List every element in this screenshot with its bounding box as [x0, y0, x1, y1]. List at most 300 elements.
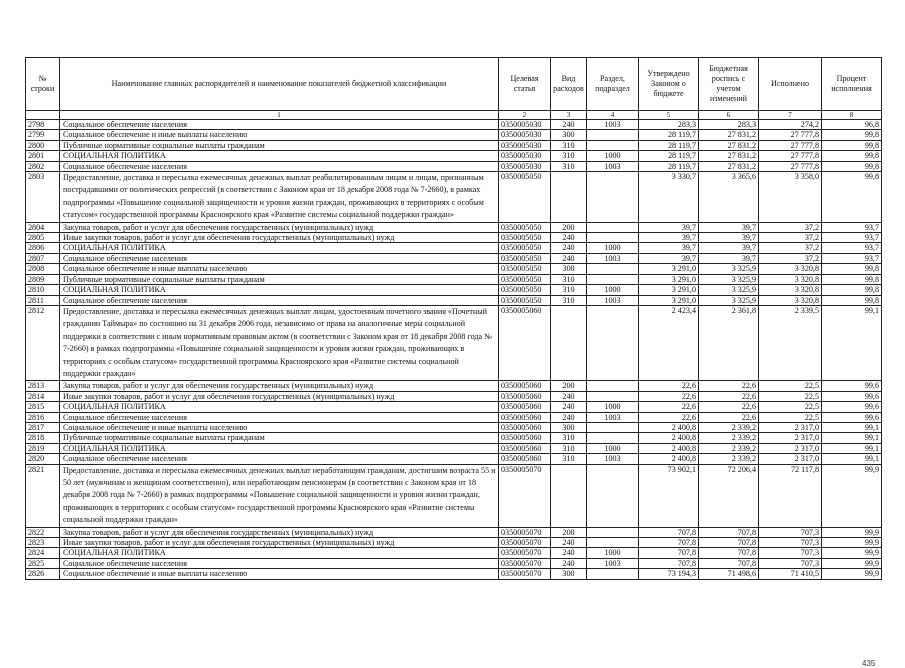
row-name: Публичные нормативные социальные выплаты гражданам — [60, 433, 499, 443]
row-number: 2823 — [26, 538, 60, 548]
row-percent: 99,6 — [822, 381, 882, 391]
col-number: 4 — [587, 111, 639, 120]
row-percent: 99,9 — [822, 548, 882, 558]
table-row — [26, 558, 882, 568]
row-budget-list: 27 831,2 — [699, 140, 759, 150]
row-budget-list: 71 498,6 — [699, 569, 759, 579]
row-percent: 99,9 — [822, 538, 882, 548]
row-name: Предоставление, доставка и пересылка ежемесячных денежных выплат неработающим гражданам, достигшим возраста 55 и 50 лет (мужчинам и женщинам соответственно), или неработающим пенсионерам (в соответствии с Законом края от 18 декабря 2008 года № 7-2660) в рамках подпрограммы «Повышение социальной защищенности и уровня жизни граждан, проживающих в территориях с особым статусом» государственной программы Красноярского края «Развитие системы социальной поддержки граждан» — [60, 464, 499, 527]
row-percent: 93,7 — [822, 233, 882, 243]
row-section-code — [587, 130, 639, 140]
table-row — [26, 443, 882, 453]
row-target-code: 0350005050 — [499, 233, 551, 243]
row-approved: 3 291,0 — [639, 285, 699, 295]
row-section-code — [587, 172, 639, 223]
table-row — [26, 569, 882, 579]
row-kind-code: 240 — [551, 538, 587, 548]
row-target-code: 0350005030 — [499, 151, 551, 161]
row-executed: 37,2 — [759, 243, 822, 253]
row-number: 2807 — [26, 253, 60, 263]
row-budget-list: 22,6 — [699, 381, 759, 391]
row-number: 2803 — [26, 172, 60, 223]
row-percent: 99,8 — [822, 130, 882, 140]
table-row — [26, 130, 882, 140]
row-section-code: 1000 — [587, 243, 639, 253]
row-section-code — [587, 538, 639, 548]
row-budget-list: 27 831,2 — [699, 130, 759, 140]
row-number: 2800 — [26, 140, 60, 150]
row-section-code — [587, 222, 639, 232]
row-budget-list: 39,7 — [699, 222, 759, 232]
row-executed: 27 777,8 — [759, 151, 822, 161]
row-percent: 99,8 — [822, 285, 882, 295]
row-name: Социальное обеспечение населения — [60, 454, 499, 464]
row-target-code: 0350005070 — [499, 527, 551, 537]
row-number: 2799 — [26, 130, 60, 140]
row-kind-code: 310 — [551, 433, 587, 443]
row-number: 2810 — [26, 285, 60, 295]
row-executed: 2 317,0 — [759, 443, 822, 453]
row-target-code: 0350005050 — [499, 264, 551, 274]
row-approved: 707,8 — [639, 538, 699, 548]
row-kind-code: 310 — [551, 443, 587, 453]
row-name: Предоставление, доставка и пересылка ежемесячных денежных выплат лицам, удостоенным почетного звания «Почетный гражданин Таймыра» по состоянию на 31 декабря 2006 года, независимо от права на аналогичные меры социальной поддержки в соответствии с иным нормативным правовым актом (в соответствии с Законом края от 18 декабря 2008 года № 7-2660) в рамках подпрограммы «Повышение социальной защищенности и уровня жизни граждан, проживающих в территориях с особым статусом» государственной программы Красноярского края «Развитие системы социальной поддержки граждан» — [60, 305, 499, 380]
header-percent: Процент исполнения — [822, 58, 882, 111]
row-name: Социальное обеспечение населения — [60, 253, 499, 263]
row-percent: 99,1 — [822, 454, 882, 464]
header-approved: Утверждено Законом о бюджете — [639, 58, 699, 111]
row-budget-list: 707,8 — [699, 538, 759, 548]
row-section-code: 1003 — [587, 558, 639, 568]
row-target-code: 0350005030 — [499, 140, 551, 150]
row-kind-code: 200 — [551, 527, 587, 537]
row-budget-list: 22,6 — [699, 412, 759, 422]
row-kind-code: 300 — [551, 422, 587, 432]
row-number: 2818 — [26, 433, 60, 443]
table-row — [26, 422, 882, 432]
row-section-code: 1003 — [587, 253, 639, 263]
row-section-code: 1000 — [587, 548, 639, 558]
row-kind-code: 310 — [551, 285, 587, 295]
table-row — [26, 285, 882, 295]
row-name: Социальное обеспечение населения — [60, 295, 499, 305]
table-row — [26, 233, 882, 243]
row-section-code: 1000 — [587, 285, 639, 295]
row-approved: 707,8 — [639, 558, 699, 568]
row-kind-code: 310 — [551, 140, 587, 150]
row-name: Иные закупки товаров, работ и услуг для обеспечения государственных (муниципальных) нужд — [60, 391, 499, 401]
row-target-code: 0350005060 — [499, 422, 551, 432]
row-executed: 274,2 — [759, 120, 822, 130]
row-number: 2815 — [26, 402, 60, 412]
row-budget-list: 39,7 — [699, 243, 759, 253]
row-executed: 3 320,8 — [759, 285, 822, 295]
table-row — [26, 274, 882, 284]
row-budget-list: 283,3 — [699, 120, 759, 130]
row-section-code — [587, 381, 639, 391]
row-budget-list: 22,6 — [699, 391, 759, 401]
row-approved: 22,6 — [639, 402, 699, 412]
row-kind-code: 310 — [551, 295, 587, 305]
row-approved: 3 291,0 — [639, 274, 699, 284]
row-budget-list: 72 206,4 — [699, 464, 759, 527]
table-row — [26, 264, 882, 274]
row-approved: 283,3 — [639, 120, 699, 130]
table-row — [26, 253, 882, 263]
col-number: 6 — [699, 111, 759, 120]
row-percent: 99,1 — [822, 305, 882, 380]
row-number: 2801 — [26, 151, 60, 161]
row-name: Иные закупки товаров, работ и услуг для обеспечения государственных (муниципальных) нужд — [60, 233, 499, 243]
row-target-code: 0350005030 — [499, 161, 551, 171]
row-name: Закупка товаров, работ и услуг для обеспечения государственных (муниципальных) нужд — [60, 222, 499, 232]
row-executed: 707,3 — [759, 558, 822, 568]
row-number: 2821 — [26, 464, 60, 527]
row-number: 2820 — [26, 454, 60, 464]
row-kind-code: 300 — [551, 569, 587, 579]
row-name: Социальное обеспечение и иные выплаты населению — [60, 130, 499, 140]
row-budget-list: 707,8 — [699, 558, 759, 568]
row-approved: 2 400,8 — [639, 422, 699, 432]
row-executed: 707,3 — [759, 548, 822, 558]
row-number: 2814 — [26, 391, 60, 401]
row-approved: 3 330,7 — [639, 172, 699, 223]
row-kind-code: 240 — [551, 548, 587, 558]
row-kind-code — [551, 172, 587, 223]
row-percent: 99,6 — [822, 412, 882, 422]
row-name: Социальное обеспечение населения — [60, 412, 499, 422]
row-target-code: 0350005070 — [499, 464, 551, 527]
row-kind-code: 240 — [551, 243, 587, 253]
row-approved: 28 119,7 — [639, 130, 699, 140]
row-number: 2804 — [26, 222, 60, 232]
row-percent: 99,8 — [822, 264, 882, 274]
row-percent: 99,6 — [822, 391, 882, 401]
row-approved: 39,7 — [639, 253, 699, 263]
row-kind-code: 240 — [551, 402, 587, 412]
row-budget-list: 3 365,6 — [699, 172, 759, 223]
row-percent: 93,7 — [822, 253, 882, 263]
row-name: Социальное обеспечение населения — [60, 161, 499, 171]
table-body — [26, 120, 882, 580]
row-approved: 3 291,0 — [639, 295, 699, 305]
row-executed: 27 777,8 — [759, 140, 822, 150]
header-kind: Вид расходов — [551, 58, 587, 111]
budget-report-page — [25, 57, 881, 668]
row-budget-list: 3 325,9 — [699, 295, 759, 305]
row-name: СОЦИАЛЬНАЯ ПОЛИТИКА — [60, 243, 499, 253]
row-name: Социальное обеспечение населения — [60, 120, 499, 130]
table-row — [26, 172, 882, 223]
row-percent: 99,8 — [822, 274, 882, 284]
row-target-code: 0350005060 — [499, 305, 551, 380]
row-budget-list: 39,7 — [699, 253, 759, 263]
row-target-code: 0350005070 — [499, 548, 551, 558]
budget-table — [25, 57, 882, 580]
page-number: 435 — [862, 659, 876, 668]
row-approved: 22,6 — [639, 391, 699, 401]
col-number: 2 — [499, 111, 551, 120]
table-row — [26, 151, 882, 161]
row-approved: 39,7 — [639, 233, 699, 243]
row-approved: 707,8 — [639, 548, 699, 558]
row-executed: 2 317,0 — [759, 433, 822, 443]
table-row — [26, 454, 882, 464]
table-row — [26, 295, 882, 305]
row-kind-code — [551, 464, 587, 527]
row-percent: 96,8 — [822, 120, 882, 130]
row-number: 2802 — [26, 161, 60, 171]
row-executed: 27 777,8 — [759, 161, 822, 171]
row-target-code: 0350005060 — [499, 381, 551, 391]
row-approved: 3 291,0 — [639, 264, 699, 274]
row-kind-code: 240 — [551, 233, 587, 243]
row-kind-code: 240 — [551, 253, 587, 263]
row-approved: 73 902,1 — [639, 464, 699, 527]
row-executed: 37,2 — [759, 233, 822, 243]
table-row — [26, 381, 882, 391]
table-row — [26, 464, 882, 527]
row-target-code: 0350005070 — [499, 538, 551, 548]
row-number: 2819 — [26, 443, 60, 453]
row-executed: 22,5 — [759, 412, 822, 422]
row-number: 2816 — [26, 412, 60, 422]
row-number: 2811 — [26, 295, 60, 305]
row-section-code — [587, 527, 639, 537]
col-number: 3 — [551, 111, 587, 120]
row-budget-list: 22,6 — [699, 402, 759, 412]
row-budget-list: 2 339,2 — [699, 443, 759, 453]
row-section-code — [587, 464, 639, 527]
row-executed: 72 117,8 — [759, 464, 822, 527]
row-name: СОЦИАЛЬНАЯ ПОЛИТИКА — [60, 151, 499, 161]
row-executed: 707,3 — [759, 527, 822, 537]
row-executed: 22,5 — [759, 381, 822, 391]
table-row — [26, 538, 882, 548]
row-budget-list: 2 339,2 — [699, 422, 759, 432]
row-section-code — [587, 422, 639, 432]
table-row — [26, 402, 882, 412]
row-percent: 99,9 — [822, 558, 882, 568]
row-budget-list: 39,7 — [699, 233, 759, 243]
header-section: Раздел, подраздел — [587, 58, 639, 111]
row-executed: 2 317,0 — [759, 422, 822, 432]
row-number: 2809 — [26, 274, 60, 284]
row-section-code: 1003 — [587, 161, 639, 171]
row-approved: 2 400,8 — [639, 433, 699, 443]
row-target-code: 0350005050 — [499, 243, 551, 253]
row-executed: 3 320,8 — [759, 264, 822, 274]
row-name: Предоставление, доставка и пересылка ежемесячных денежных выплат реабилитированным лицам и лицам, признанным пострадавшими от политических репрессий (в соответствии с Законом края от 18 декабря 2008 года № 7-2660), в рамках подпрограммы «Повышение социальной защищенности и уровня жизни граждан, проживающих в территориях с особым статусом» государственной программы Красноярского края «Развитие системы социальной поддержки граждан» — [60, 172, 499, 223]
row-percent: 99,8 — [822, 151, 882, 161]
row-name: СОЦИАЛЬНАЯ ПОЛИТИКА — [60, 548, 499, 558]
row-executed: 22,5 — [759, 402, 822, 412]
row-section-code: 1000 — [587, 443, 639, 453]
row-percent: 99,9 — [822, 527, 882, 537]
row-approved: 2 400,8 — [639, 454, 699, 464]
row-target-code: 0350005070 — [499, 558, 551, 568]
row-target-code: 0350005030 — [499, 120, 551, 130]
row-percent: 99,8 — [822, 140, 882, 150]
row-target-code: 0350005060 — [499, 412, 551, 422]
row-budget-list: 2 339,2 — [699, 433, 759, 443]
row-target-code: 0350005050 — [499, 285, 551, 295]
row-name: Социальное обеспечение и иные выплаты населению — [60, 569, 499, 579]
col-number: 8 — [822, 111, 882, 120]
row-budget-list: 2 339,2 — [699, 454, 759, 464]
row-number: 2824 — [26, 548, 60, 558]
header-budget-list: Бюджетная роспись с учетом изменений — [699, 58, 759, 111]
row-section-code — [587, 140, 639, 150]
row-percent: 99,9 — [822, 569, 882, 579]
row-approved: 28 119,7 — [639, 140, 699, 150]
row-percent: 93,7 — [822, 243, 882, 253]
row-number: 2812 — [26, 305, 60, 380]
col-number — [26, 111, 60, 120]
row-number: 2806 — [26, 243, 60, 253]
row-section-code — [587, 264, 639, 274]
table-row — [26, 161, 882, 171]
row-target-code: 0350005030 — [499, 130, 551, 140]
table-header-row — [26, 58, 882, 111]
table-row — [26, 548, 882, 558]
row-target-code: 0350005050 — [499, 295, 551, 305]
row-approved: 22,6 — [639, 412, 699, 422]
row-approved: 39,7 — [639, 243, 699, 253]
row-executed: 707,3 — [759, 538, 822, 548]
row-section-code: 1000 — [587, 151, 639, 161]
table-row — [26, 140, 882, 150]
row-kind-code: 300 — [551, 264, 587, 274]
row-section-code: 1000 — [587, 402, 639, 412]
row-approved: 2 400,8 — [639, 443, 699, 453]
row-kind-code: 200 — [551, 381, 587, 391]
row-kind-code: 300 — [551, 130, 587, 140]
row-budget-list: 2 361,8 — [699, 305, 759, 380]
col-number: 1 — [60, 111, 499, 120]
row-approved: 28 119,7 — [639, 151, 699, 161]
row-section-code — [587, 274, 639, 284]
row-name: Закупка товаров, работ и услуг для обеспечения государственных (муниципальных) нужд — [60, 527, 499, 537]
row-target-code: 0350005060 — [499, 402, 551, 412]
row-section-code: 1003 — [587, 412, 639, 422]
row-executed: 2 317,0 — [759, 454, 822, 464]
row-executed: 37,2 — [759, 253, 822, 263]
row-budget-list: 707,8 — [699, 527, 759, 537]
row-number: 2826 — [26, 569, 60, 579]
row-percent: 99,8 — [822, 172, 882, 223]
row-number: 2808 — [26, 264, 60, 274]
row-percent: 99,6 — [822, 402, 882, 412]
row-name: Иные закупки товаров, работ и услуг для обеспечения государственных (муниципальных) нужд — [60, 538, 499, 548]
row-target-code: 0350005050 — [499, 274, 551, 284]
row-section-code: 1003 — [587, 120, 639, 130]
row-number: 2798 — [26, 120, 60, 130]
row-budget-list: 3 325,9 — [699, 285, 759, 295]
table-row — [26, 433, 882, 443]
row-section-code — [587, 569, 639, 579]
row-target-code: 0350005050 — [499, 253, 551, 263]
row-number: 2817 — [26, 422, 60, 432]
row-budget-list: 27 831,2 — [699, 161, 759, 171]
row-budget-list: 707,8 — [699, 548, 759, 558]
row-name: СОЦИАЛЬНАЯ ПОЛИТИКА — [60, 443, 499, 453]
row-kind-code: 240 — [551, 120, 587, 130]
row-kind-code: 310 — [551, 151, 587, 161]
table-row — [26, 391, 882, 401]
row-target-code: 0350005060 — [499, 433, 551, 443]
row-budget-list: 3 325,9 — [699, 264, 759, 274]
row-kind-code: 240 — [551, 558, 587, 568]
header-name: Наименование главных распорядителей и наименование показателей бюджетной классификации — [60, 58, 499, 111]
row-executed: 22,5 — [759, 391, 822, 401]
row-target-code: 0350005060 — [499, 454, 551, 464]
row-target-code: 0350005050 — [499, 172, 551, 223]
row-executed: 2 339,5 — [759, 305, 822, 380]
row-section-code — [587, 391, 639, 401]
row-target-code: 0350005070 — [499, 569, 551, 579]
row-kind-code: 240 — [551, 412, 587, 422]
row-executed: 37,2 — [759, 222, 822, 232]
row-name: Социальное обеспечение населения — [60, 558, 499, 568]
header-row-no: № строки — [26, 58, 60, 111]
row-name: СОЦИАЛЬНАЯ ПОЛИТИКА — [60, 402, 499, 412]
header-executed: Исполнено — [759, 58, 822, 111]
row-section-code: 1003 — [587, 454, 639, 464]
row-approved: 28 119,7 — [639, 161, 699, 171]
row-target-code: 0350005060 — [499, 391, 551, 401]
row-executed: 3 320,8 — [759, 295, 822, 305]
row-section-code — [587, 433, 639, 443]
row-executed: 71 410,5 — [759, 569, 822, 579]
table-row — [26, 243, 882, 253]
row-percent: 99,1 — [822, 443, 882, 453]
row-approved: 39,7 — [639, 222, 699, 232]
row-number: 2825 — [26, 558, 60, 568]
header-target: Целевая статья — [499, 58, 551, 111]
row-kind-code: 310 — [551, 274, 587, 284]
row-target-code: 0350005060 — [499, 443, 551, 453]
row-section-code — [587, 305, 639, 380]
row-executed: 27 777,8 — [759, 130, 822, 140]
row-percent: 99,8 — [822, 161, 882, 171]
row-number: 2813 — [26, 381, 60, 391]
table-row — [26, 412, 882, 422]
row-name: Публичные нормативные социальные выплаты гражданам — [60, 274, 499, 284]
row-budget-list: 27 831,2 — [699, 151, 759, 161]
row-kind-code: 310 — [551, 161, 587, 171]
col-number: 7 — [759, 111, 822, 120]
table-row — [26, 222, 882, 232]
row-name: Социальное обеспечение и иные выплаты населению — [60, 422, 499, 432]
row-number: 2805 — [26, 233, 60, 243]
table-row — [26, 305, 882, 380]
row-executed: 3 358,0 — [759, 172, 822, 223]
row-percent: 99,8 — [822, 295, 882, 305]
row-kind-code — [551, 305, 587, 380]
row-approved: 2 423,4 — [639, 305, 699, 380]
row-kind-code: 310 — [551, 454, 587, 464]
row-kind-code: 200 — [551, 222, 587, 232]
row-approved: 707,8 — [639, 527, 699, 537]
row-percent: 99,9 — [822, 464, 882, 527]
row-name: СОЦИАЛЬНАЯ ПОЛИТИКА — [60, 285, 499, 295]
row-target-code: 0350005050 — [499, 222, 551, 232]
table-row — [26, 527, 882, 537]
row-name: Публичные нормативные социальные выплаты гражданам — [60, 140, 499, 150]
row-percent: 99,1 — [822, 422, 882, 432]
row-section-code — [587, 233, 639, 243]
